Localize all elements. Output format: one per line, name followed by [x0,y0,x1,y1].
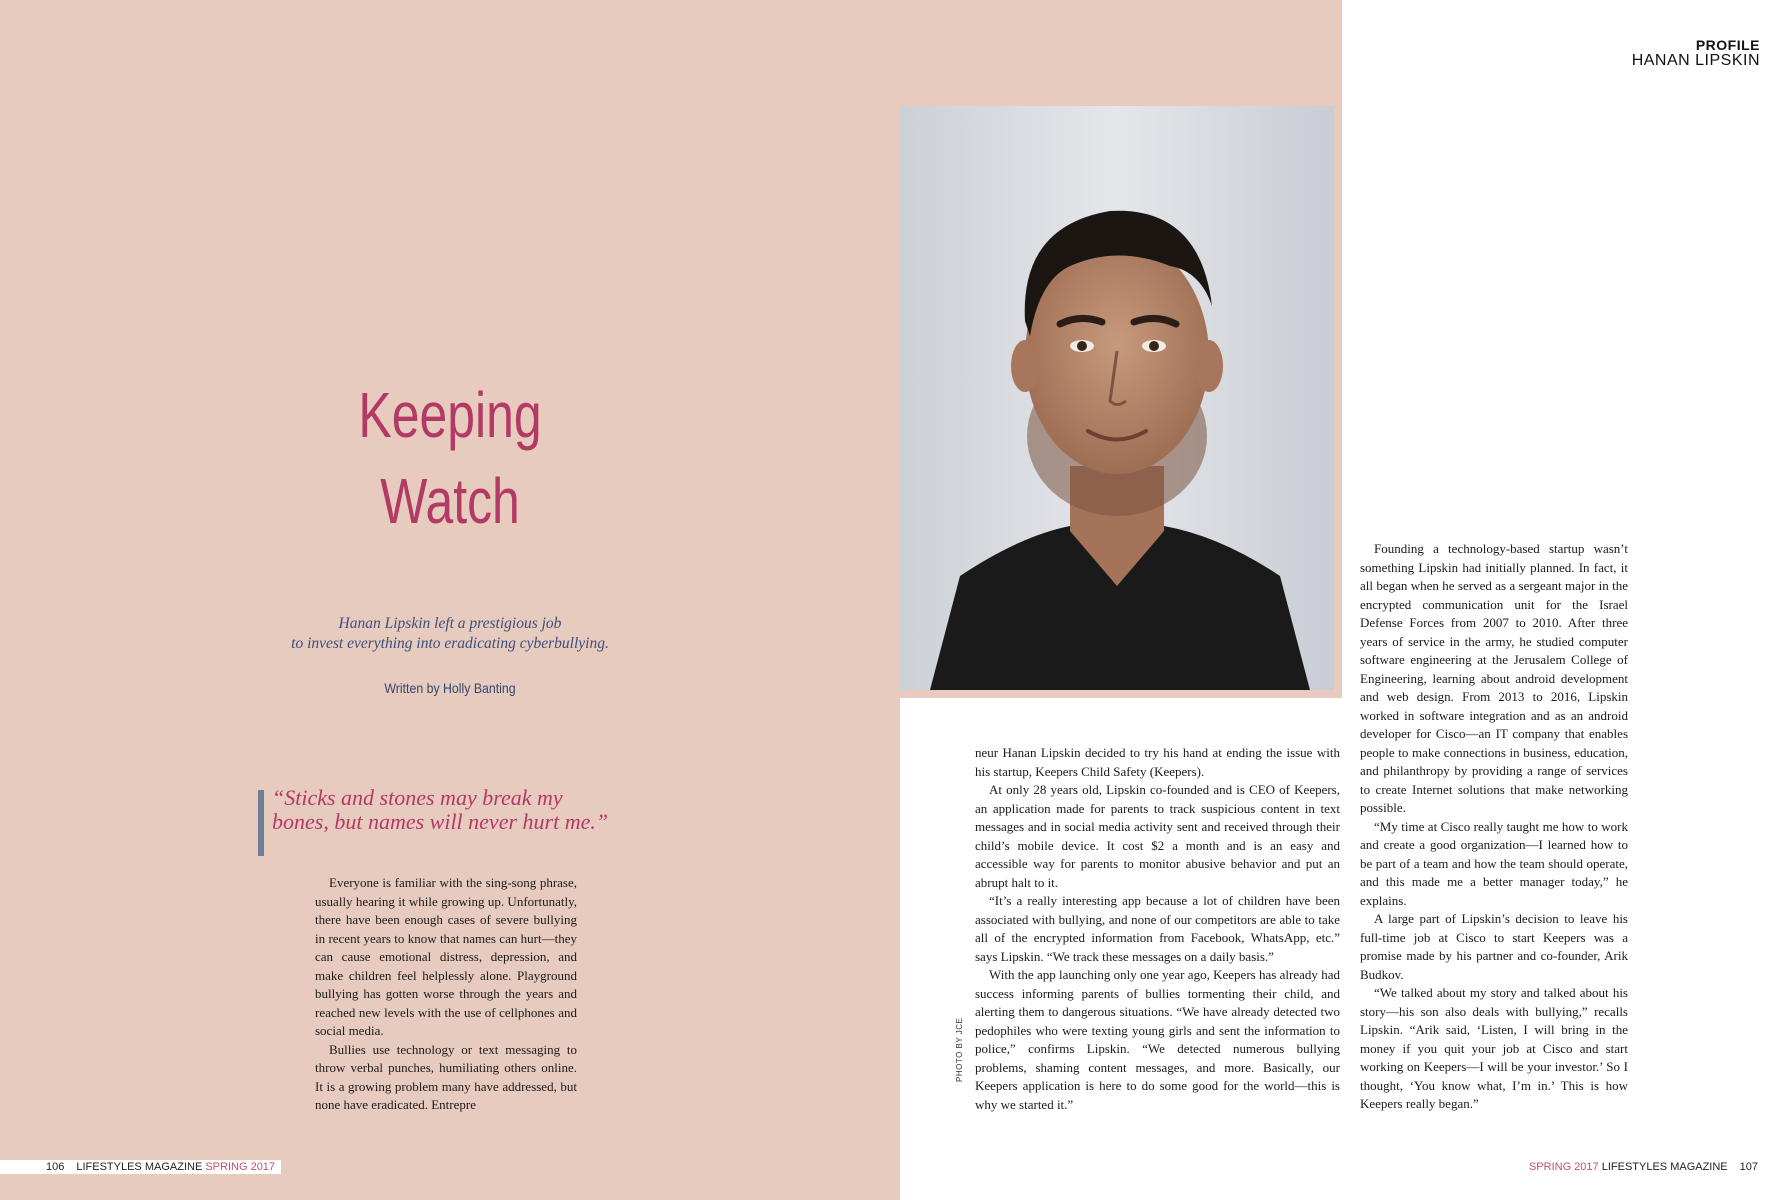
paragraph: At only 28 years old, Lipskin co-founded and is CEO of Keepers, an application made for parents to track suspicious content in text messages and in social media activity sent and received through their child’s mobile device. It cost $2 a month and is an easy and accessible way for parents to monitor abusive behavior and put an abrupt halt to it. [975,782,1340,890]
section-header [1632,38,1760,69]
paragraph: “We talked about my story and talked about his story—his son also deals with bullying,” recalls Lipskin. “Arik said, ‘Listen, I will bring in the money if you quit your job at Cisco and start working on Keepers—I will be your investor.’ So I thought, ‘You know what, I’m in.’ This is how Keepers really began.” [1360,985,1628,1111]
section-kicker: PROFILE [1695,37,1760,53]
paragraph: Founding a technology-based startup wasn’t something Lipskin had initially planned. In fact, it all began when he served as a sergeant major in the encrypted communication unit for the Israel Defense Forces from 2007 to 2010. After three years of service in the army, he studied computer software engineering at the Jerusalem College of Engineering, learning about android development and web design. From 2013 to 2016, Lipskin worked in software integration and as an android developer for Cisco—an IT company that enables people to make connections in business, education, and philanthropy by providing a range of services to create Internet solutions that make networking possible. [1360,541,1628,815]
article-title [333,372,567,544]
magazine-name: LIFESTYLES MAGAZINE [1601,1161,1728,1173]
deck-line-2: to invest everything into eradicating cyberbullying. [291,635,609,652]
paragraph: A large part of Lipskin’s decision to leave his full-time job at Cisco to start Keepers was a promise made by his partner and co-founder, Arik Budkov. [1360,911,1628,982]
page-number-left: 106 [46,1161,65,1173]
body-column-3 [1360,540,1628,1114]
paragraph: “My time at Cisco really taught me how to work and create a good organization—I learned how to be part of a team and how the team should operate, and this made me a better manager today,” he explains. [1360,818,1628,908]
portrait-photo [900,106,1334,690]
body-column-1 [315,874,577,1115]
photo-credit: PHOTO BY JCE [955,1017,964,1082]
page-number-right: 107 [1739,1161,1758,1173]
magazine-name: LIFESTYLES MAGAZINE [76,1161,203,1173]
issue-label: SPRING 2017 [205,1161,276,1173]
deck-line-1: Hanan Lipskin left a prestigious job [338,615,562,632]
title-line-1: Keeping [358,379,542,451]
paragraph: “It’s a really interesting app because a lot of children have been associated with bullying, and none of our competitors are able to take all of the encrypted information from Facebook, WhatsApp, etc.” says Lipskin. “We track these messages on a daily basis.” [975,893,1340,964]
article-deck [250,614,650,654]
paragraph: neur Hanan Lipskin decided to try his hand at ending the issue with his startup, Keepers Child Safety (Keepers). [975,745,1340,779]
paragraph: Bullies use technology or text messaging to throw verbal punches, humiliating others online. It is a growing problem many have addressed, but none have eradicated. Entrepre [315,1041,577,1112]
paragraph: With the app launching only one year ago, Keepers has already had success informing parents of bullies tormenting their child, and alerting them to dangerous situations. “We have already detected two pedophiles who were texting young girls and sent the information to police,” confirms Lipskin. “We detected numerous bullying problems, shaming content messages, and more. Basically, our Keepers application is here to do some good for the world—this is why we started it.” [975,967,1340,1112]
paragraph: Everyone is familiar with the sing-song phrase, usually hearing it while growing up. Unfortunatly, there have been enough cases of severe bullying in recent years to know that names can hurt—they can cause emotional distress, depression, and make children feel helplessly alone. Playground bullying has gotten worse through the years and reached new levels with the use of cellphones and social media. [315,875,577,1038]
body-column-2 [975,744,1340,1114]
byline: Written by Holly Banting [384,680,516,696]
pull-quote-bar [258,790,264,856]
issue-label: SPRING 2017 [1528,1161,1599,1173]
section-subject: HANAN LIPSKIN [1631,51,1760,69]
pull-quote: “Sticks and stones may break my bones, but names will never hurt me.” [272,785,609,834]
footer-left [0,1160,281,1174]
footer-right [1529,1160,1758,1174]
title-line-2: Watch [380,465,520,537]
